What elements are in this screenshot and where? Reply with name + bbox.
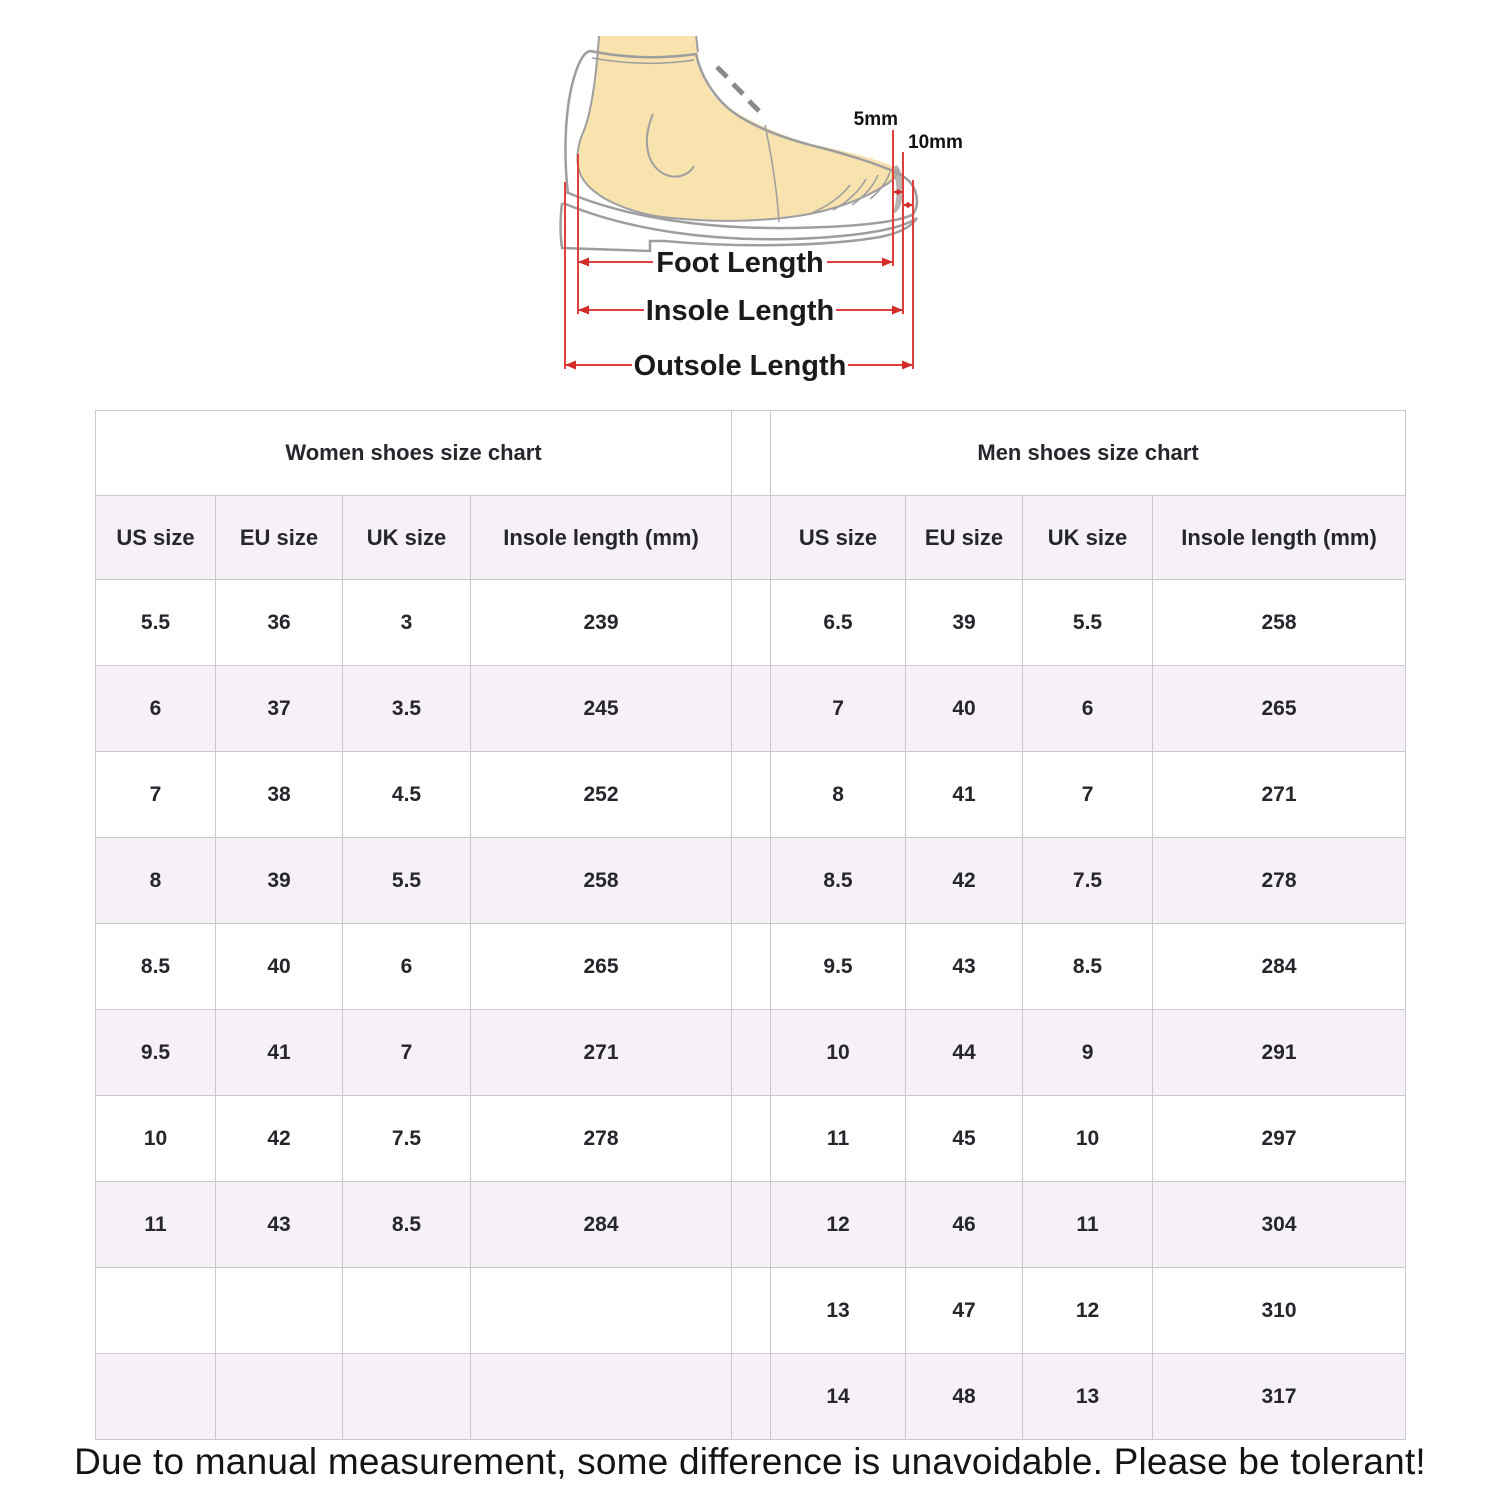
women-eu-size-header: EU size: [216, 496, 343, 580]
offset-5mm-label: 5mm: [853, 109, 898, 130]
size-row: [96, 1268, 1406, 1354]
men-insole-cell: 258: [1153, 580, 1406, 666]
men-eu-cell: 47: [906, 1268, 1023, 1354]
men-us-cell: 14: [771, 1354, 906, 1440]
women-us-cell: 8.5: [96, 924, 216, 1010]
women-insole-length-header: Insole length (mm): [471, 496, 732, 580]
women-insole-cell: 239: [471, 580, 732, 666]
men-uk-cell: 6: [1023, 666, 1153, 752]
outsole-length-label: Outsole Length: [633, 350, 847, 382]
women-us-cell: 10: [96, 1096, 216, 1182]
women-us-cell: 11: [96, 1182, 216, 1268]
separator-cell: [732, 838, 771, 924]
separator-cell: [732, 411, 771, 496]
men-us-cell: 7: [771, 666, 906, 752]
offset-10mm-label: 10mm: [908, 132, 963, 153]
men-insole-length-header: Insole length (mm): [1153, 496, 1406, 580]
men-us-cell: 11: [771, 1096, 906, 1182]
men-us-cell: 9.5: [771, 924, 906, 1010]
men-uk-cell: 7.5: [1023, 838, 1153, 924]
men-uk-cell: 10: [1023, 1096, 1153, 1182]
shoe-measurement-diagram: [550, 22, 980, 392]
women-us-cell: 7: [96, 752, 216, 838]
women-us-cell: 6: [96, 666, 216, 752]
size-row: [96, 1010, 1406, 1096]
size-row: [96, 1354, 1406, 1440]
size-row: [96, 1182, 1406, 1268]
women-eu-cell: 43: [216, 1182, 343, 1268]
men-insole-cell: 291: [1153, 1010, 1406, 1096]
women-uk-cell: [343, 1354, 471, 1440]
men-eu-cell: 44: [906, 1010, 1023, 1096]
women-uk-cell: 3: [343, 580, 471, 666]
header-row: [96, 496, 1406, 580]
men-uk-cell: 12: [1023, 1268, 1153, 1354]
men-eu-cell: 42: [906, 838, 1023, 924]
measurement-disclaimer: Due to manual measurement, some difference is unavoidable. Please be tolerant!: [74, 1441, 1426, 1482]
separator-cell: [732, 1182, 771, 1268]
women-uk-cell: 8.5: [343, 1182, 471, 1268]
separator-cell: [732, 496, 771, 580]
men-uk-cell: 7: [1023, 752, 1153, 838]
women-insole-cell: [471, 1268, 732, 1354]
women-eu-cell: 38: [216, 752, 343, 838]
separator-cell: [732, 1010, 771, 1096]
women-insole-cell: 252: [471, 752, 732, 838]
men-uk-size-header: UK size: [1023, 496, 1153, 580]
men-eu-cell: 43: [906, 924, 1023, 1010]
men-eu-cell: 41: [906, 752, 1023, 838]
men-insole-cell: 284: [1153, 924, 1406, 1010]
women-insole-cell: 284: [471, 1182, 732, 1268]
men-us-cell: 12: [771, 1182, 906, 1268]
men-us-cell: 10: [771, 1010, 906, 1096]
men-uk-cell: 8.5: [1023, 924, 1153, 1010]
men-insole-cell: 317: [1153, 1354, 1406, 1440]
women-eu-cell: 37: [216, 666, 343, 752]
women-eu-cell: [216, 1354, 343, 1440]
title-row: [96, 411, 1406, 496]
men-us-cell: 6.5: [771, 580, 906, 666]
women-table-title: Women shoes size chart: [96, 411, 732, 496]
men-us-cell: 8: [771, 752, 906, 838]
men-table-title: Men shoes size chart: [771, 411, 1406, 496]
men-uk-cell: 11: [1023, 1182, 1153, 1268]
women-insole-cell: 278: [471, 1096, 732, 1182]
foot-length-label: Foot Length: [656, 247, 824, 279]
men-eu-cell: 46: [906, 1182, 1023, 1268]
women-insole-cell: 245: [471, 666, 732, 752]
men-eu-cell: 40: [906, 666, 1023, 752]
separator-cell: [732, 924, 771, 1010]
men-insole-cell: 297: [1153, 1096, 1406, 1182]
men-eu-cell: 48: [906, 1354, 1023, 1440]
women-uk-cell: 5.5: [343, 838, 471, 924]
women-uk-cell: 4.5: [343, 752, 471, 838]
men-insole-cell: 265: [1153, 666, 1406, 752]
men-uk-cell: 5.5: [1023, 580, 1153, 666]
separator-cell: [732, 580, 771, 666]
men-insole-cell: 278: [1153, 838, 1406, 924]
men-eu-cell: 39: [906, 580, 1023, 666]
women-us-cell: [96, 1268, 216, 1354]
size-row: [96, 924, 1406, 1010]
men-eu-cell: 45: [906, 1096, 1023, 1182]
men-uk-cell: 9: [1023, 1010, 1153, 1096]
women-eu-cell: 40: [216, 924, 343, 1010]
women-us-cell: 8: [96, 838, 216, 924]
women-us-cell: 9.5: [96, 1010, 216, 1096]
women-eu-cell: 41: [216, 1010, 343, 1096]
women-us-size-header: US size: [96, 496, 216, 580]
men-uk-cell: 13: [1023, 1354, 1153, 1440]
size-row: [96, 838, 1406, 924]
size-row: [96, 1096, 1406, 1182]
men-eu-size-header: EU size: [906, 496, 1023, 580]
women-uk-cell: 3.5: [343, 666, 471, 752]
men-us-cell: 8.5: [771, 838, 906, 924]
women-uk-cell: 6: [343, 924, 471, 1010]
size-chart-table: [95, 410, 1406, 1440]
women-uk-cell: 7: [343, 1010, 471, 1096]
women-us-cell: 5.5: [96, 580, 216, 666]
men-insole-cell: 310: [1153, 1268, 1406, 1354]
separator-cell: [732, 1354, 771, 1440]
separator-cell: [732, 1096, 771, 1182]
women-uk-size-header: UK size: [343, 496, 471, 580]
size-row: [96, 666, 1406, 752]
women-eu-cell: 42: [216, 1096, 343, 1182]
women-uk-cell: [343, 1268, 471, 1354]
men-us-size-header: US size: [771, 496, 906, 580]
separator-cell: [732, 1268, 771, 1354]
women-eu-cell: 39: [216, 838, 343, 924]
size-row: [96, 580, 1406, 666]
women-insole-cell: 258: [471, 838, 732, 924]
men-insole-cell: 304: [1153, 1182, 1406, 1268]
men-us-cell: 13: [771, 1268, 906, 1354]
women-us-cell: [96, 1354, 216, 1440]
insole-length-label: Insole Length: [645, 295, 835, 327]
women-insole-cell: 265: [471, 924, 732, 1010]
women-insole-cell: 271: [471, 1010, 732, 1096]
women-eu-cell: 36: [216, 580, 343, 666]
foot-shape: [577, 36, 898, 221]
men-insole-cell: 271: [1153, 752, 1406, 838]
separator-cell: [732, 752, 771, 838]
separator-cell: [732, 666, 771, 752]
women-uk-cell: 7.5: [343, 1096, 471, 1182]
women-eu-cell: [216, 1268, 343, 1354]
size-row: [96, 752, 1406, 838]
women-insole-cell: [471, 1354, 732, 1440]
